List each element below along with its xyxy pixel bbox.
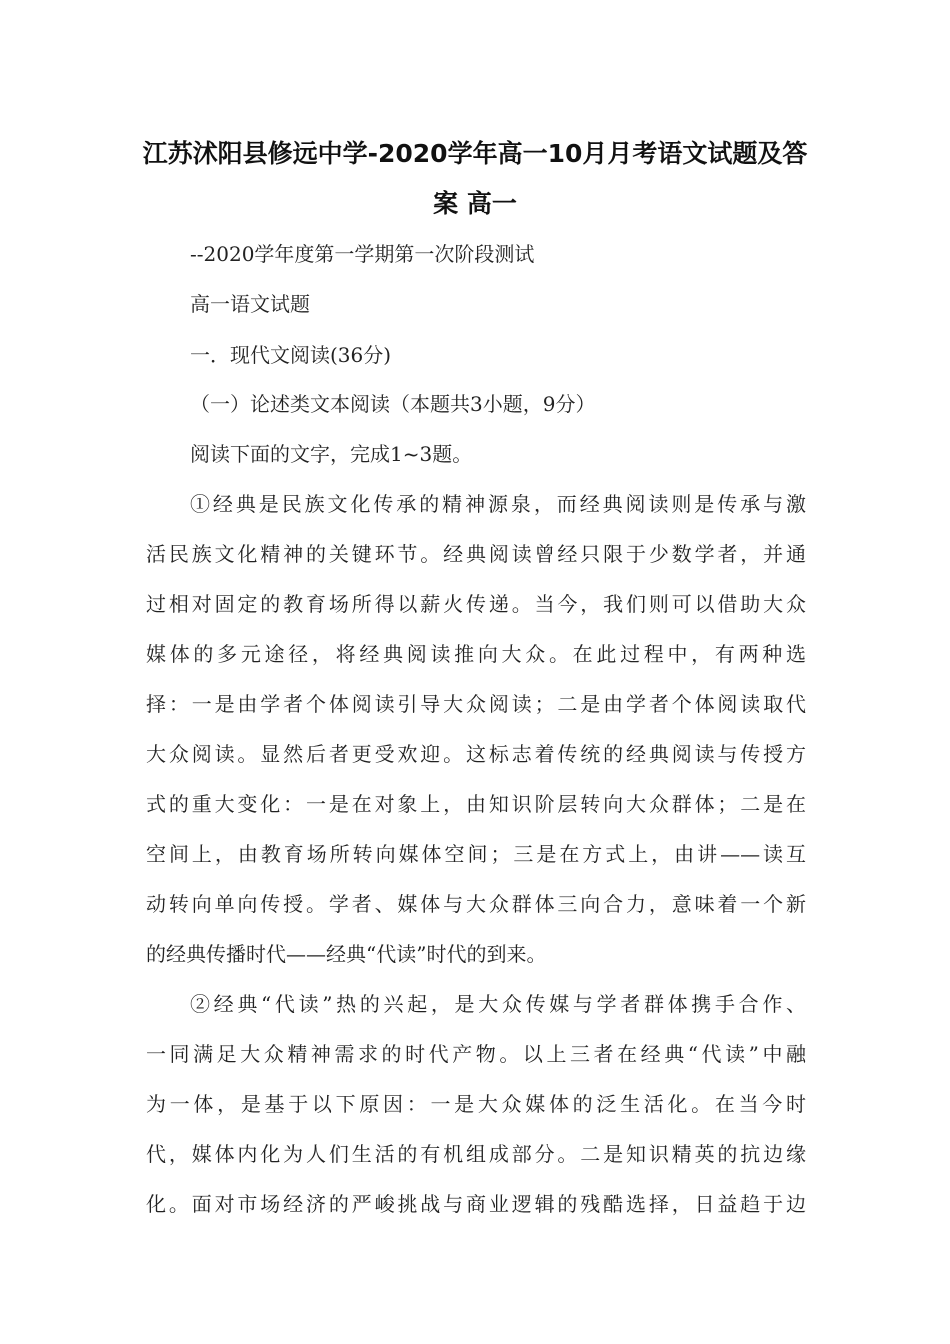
exam-subject-heading: 高一语文试题	[190, 292, 310, 316]
paragraph-line: 媒体的多元途径，将经典阅读推向大众。在此过程中，有两种选	[146, 642, 806, 666]
paragraph-line: ①经典是民族文化传承的精神源泉，而经典阅读则是传承与激	[190, 492, 806, 516]
paragraph-line: 代，媒体内化为人们生活的有机组成部分。二是知识精英的抗边缘	[146, 1142, 806, 1166]
section-heading: 一．现代文阅读(36分)	[190, 343, 392, 367]
paragraph-line: 活民族文化精神的关键环节。经典阅读曾经只限于少数学者，并通	[146, 542, 806, 566]
instruction-text: 阅读下面的文字，完成1~3题。	[190, 442, 473, 466]
paragraph-line: 过相对固定的教育场所得以薪火传递。当今，我们则可以借助大众	[146, 592, 806, 616]
exam-term-heading: --2020学年度第一学期第一次阶段测试	[190, 242, 535, 266]
paragraph-line: 动转向单向传授。学者、媒体与大众群体三向合力，意味着一个新	[146, 892, 806, 916]
paragraph-line: 化。面对市场经济的严峻挑战与商业逻辑的残酷选择，日益趋于边	[146, 1192, 806, 1216]
paragraph-line: 大众阅读。显然后者更受欢迎。这标志着传统的经典阅读与传授方	[146, 742, 806, 766]
paragraph-line: 式的重大变化：一是在对象上，由知识阶层转向大众群体；二是在	[146, 792, 806, 816]
document-title-line-1: 江苏沭阳县修远中学-2020学年高一10月月考语文试题及答	[142, 139, 808, 168]
paragraph-line: 为一体，是基于以下原因：一是大众媒体的泛生活化。在当今时	[146, 1092, 806, 1116]
paragraph-line: 的经典传播时代——经典“代读”时代的到来。	[146, 942, 547, 966]
paragraph-line: 空间上，由教育场所转向媒体空间；三是在方式上，由讲——读互	[146, 842, 806, 866]
paragraph-line: 一同满足大众精神需求的时代产物。以上三者在经典“代读”中融	[146, 1042, 806, 1066]
paragraph-line: 择：一是由学者个体阅读引导大众阅读；二是由学者个体阅读取代	[146, 692, 806, 716]
paragraph-line: ②经典“代读”热的兴起，是大众传媒与学者群体携手合作、	[190, 992, 806, 1016]
document-title-line-2: 案 高一	[433, 189, 517, 218]
subsection-heading: （一）论述类文本阅读（本题共3小题，9分）	[190, 392, 596, 416]
